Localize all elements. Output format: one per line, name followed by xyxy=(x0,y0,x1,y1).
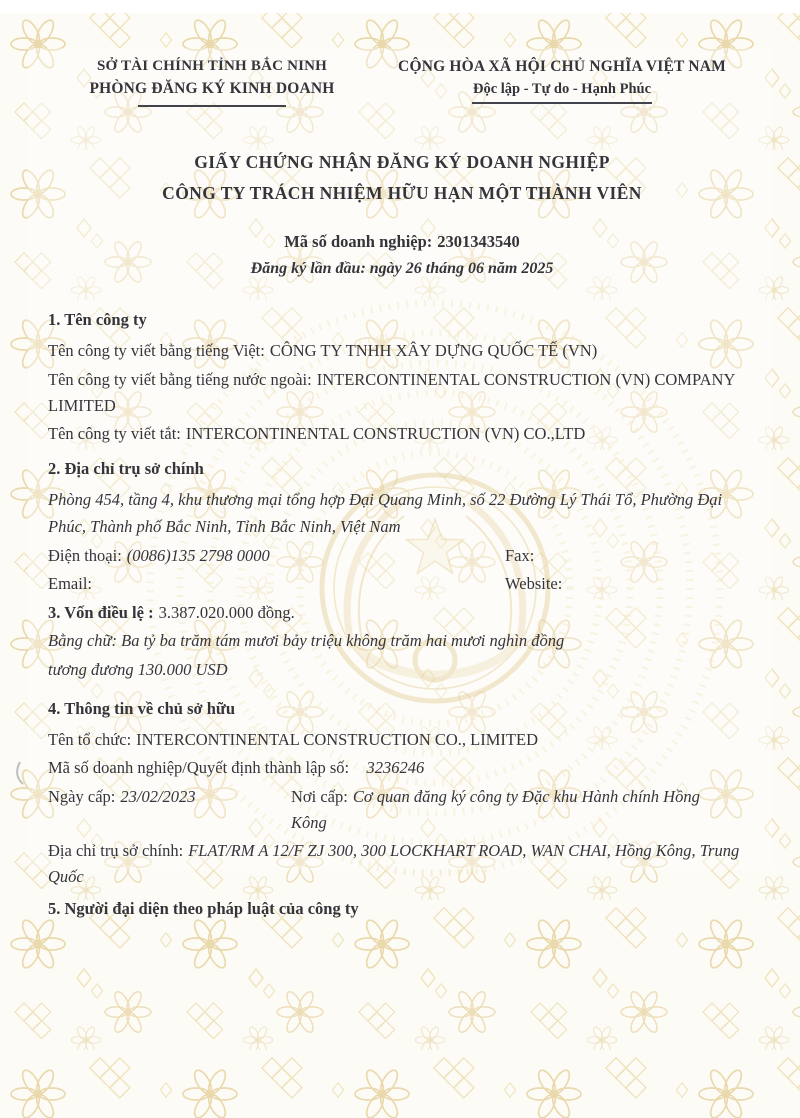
email-field xyxy=(48,571,505,597)
document-header xyxy=(48,58,756,107)
company-name-abbr-field xyxy=(48,421,756,447)
company-name-abbr-label: Tên công ty viết tắt: xyxy=(48,424,181,443)
issue-place-value: Cơ quan đăng ký công ty Đặc khu Hành chính Hồng Kông xyxy=(291,786,700,832)
national-motto: Độc lập - Tự do - Hạnh Phúc xyxy=(472,81,652,97)
issue-date-label: Ngày cấp: xyxy=(48,786,116,806)
website-field xyxy=(505,571,562,597)
company-name-foreign-value: INTERCONTINENTAL CONSTRUCTION (VN) COMPANY LIMITED xyxy=(48,369,735,415)
section-1-heading: 1. Tên công ty xyxy=(48,310,147,329)
certificate-content xyxy=(48,58,756,927)
issue-place-label: Nơi cấp: xyxy=(291,786,348,806)
owner-address-value: FLAT/RM A 12/F ZJ 300, 300 LOCKHART ROAD, WAN CHAI, Hồng Kông, Trung Quốc xyxy=(48,841,740,886)
issue-date-field xyxy=(48,784,291,836)
registration-date-line: Đăng ký lần đầu: ngày 26 tháng 06 năm 2025 xyxy=(250,260,554,277)
company-name-abbr-value: INTERCONTINENTAL CONSTRUCTION (VN) CO.,LTD xyxy=(185,424,586,443)
head-office-address: Phòng 454, tầng 4, khu thương mại tổng hợp Đại Quang Minh, số 22 Đường Lý Thái Tổ, Phường Đại Phúc, Thành phố Bắc Ninh, Tỉnh Bắc Ninh, Việt Nam xyxy=(48,490,723,536)
company-name-vi-field xyxy=(48,338,756,364)
company-name-foreign-label: Tên công ty viết bằng tiếng nước ngoài: xyxy=(48,369,312,389)
issuer-underline xyxy=(138,105,286,107)
email-label: Email: xyxy=(48,574,92,593)
issuer-parent-name: SỞ TÀI CHÍNH TỈNH BẮC NINH xyxy=(96,58,328,74)
charter-capital-value: 3.387.020.000 đồng. xyxy=(158,602,295,622)
phone-field xyxy=(48,543,505,569)
section-2-heading: 2. Địa chỉ trụ sở chính xyxy=(48,459,204,478)
issuing-authority-block xyxy=(62,58,362,107)
enterprise-code-value: 2301343540 xyxy=(437,232,520,251)
charter-capital-line xyxy=(48,600,756,626)
owner-code-field xyxy=(48,755,756,781)
national-title: CỘNG HÒA XÃ HỘI CHỦ NGHĨA VIỆT NAM xyxy=(398,58,726,75)
enterprise-code-line xyxy=(48,232,756,252)
owner-code-label: Mã số doanh nghiệp/Quyết định thành lập số: xyxy=(48,758,350,777)
owner-organization-field xyxy=(48,727,756,753)
website-label: Website: xyxy=(505,574,563,593)
phone-fax-row xyxy=(48,543,756,569)
title-line-1: GIẤY CHỨNG NHẬN ĐĂNG KÝ DOANH NGHIỆP xyxy=(194,152,610,172)
enterprise-code-label: Mã số doanh nghiệp: xyxy=(284,232,433,251)
issue-date-place-row xyxy=(48,784,756,836)
fax-field xyxy=(505,543,534,569)
title-line-2: CÔNG TY TRÁCH NHIỆM HỮU HẠN MỘT THÀNH VIÊN xyxy=(162,183,642,203)
owner-code-value: 3236246 xyxy=(366,758,425,777)
section-4-heading: 4. Thông tin về chủ sở hữu xyxy=(48,698,236,718)
owner-organization-value: INTERCONTINENTAL CONSTRUCTION CO., LIMITED xyxy=(136,729,538,749)
owner-organization-label: Tên tổ chức: xyxy=(48,729,132,749)
capital-usd-equivalent: tương đương 130.000 USD xyxy=(48,659,228,679)
issue-date-value: 23/02/2023 xyxy=(120,786,196,806)
issue-place-field xyxy=(291,784,723,836)
company-name-vi-value: CÔNG TY TNHH XÂY DỰNG QUỐC TẾ (VN) xyxy=(269,341,598,360)
phone-value: (0086)135 2798 0000 xyxy=(126,545,270,565)
motto-underline xyxy=(472,102,652,104)
certificate-body xyxy=(48,307,756,922)
scan-edge-strip xyxy=(0,0,800,13)
email-website-row xyxy=(48,571,756,597)
document-title xyxy=(48,147,756,209)
phone-label: Điện thoại: xyxy=(48,545,122,565)
fax-label: Fax: xyxy=(505,545,535,565)
section-3-heading: 3. Vốn điều lệ : xyxy=(48,602,154,622)
owner-address-field xyxy=(48,838,756,890)
company-name-vi-label: Tên công ty viết bằng tiếng Việt: xyxy=(48,341,265,360)
issuer-office-name: PHÒNG ĐĂNG KÝ KINH DOANH xyxy=(89,80,335,97)
owner-address-label: Địa chỉ trụ sở chính: xyxy=(48,841,184,860)
capital-in-words: Bằng chữ: Ba tỷ ba trăm tám mươi bảy triệu không trăm hai mươi nghìn đồng xyxy=(48,631,565,650)
company-name-foreign-field xyxy=(48,367,756,419)
national-motto-block xyxy=(370,58,754,104)
section-5-heading: 5. Người đại diện theo pháp luật của công ty xyxy=(48,899,359,918)
